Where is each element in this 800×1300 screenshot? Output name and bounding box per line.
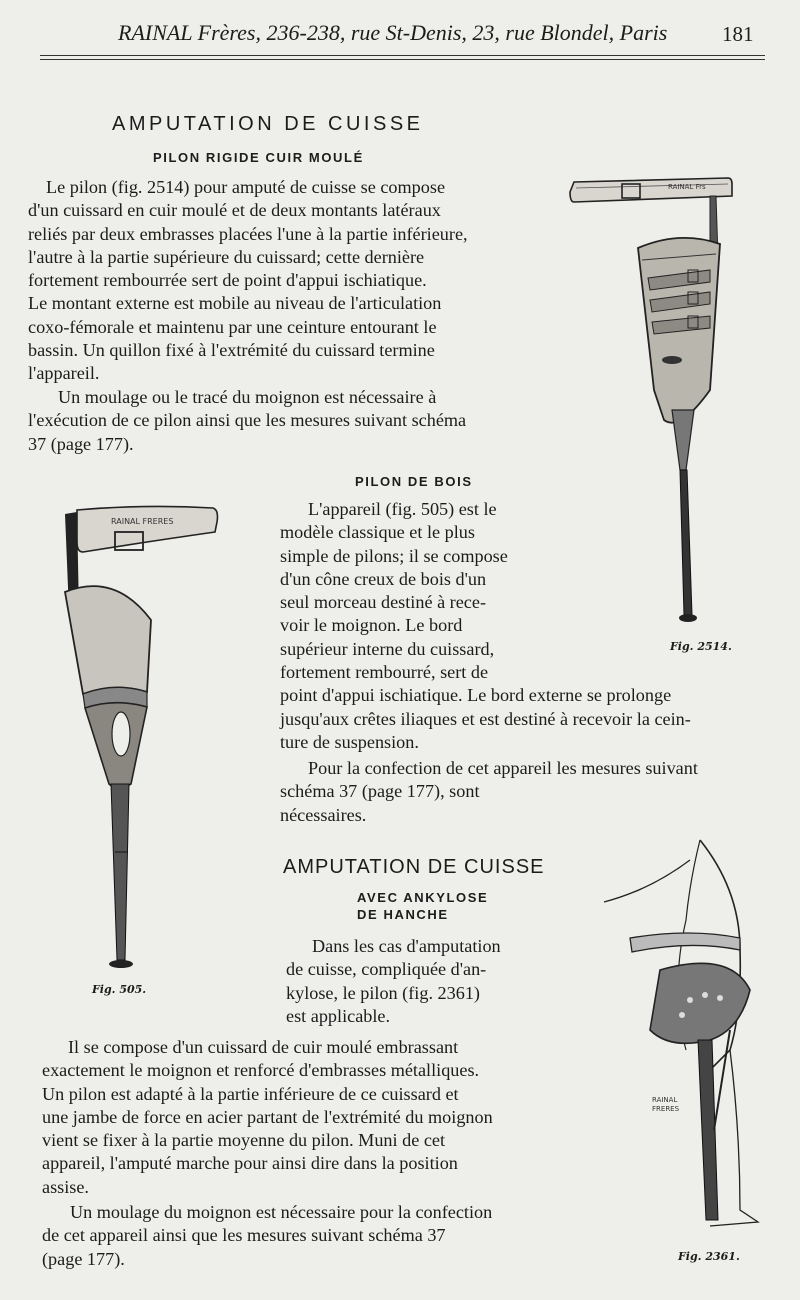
text-line: Le pilon (fig. 2514) pour amputé de cuisse se compose	[46, 177, 446, 197]
text-line: ture de suspension.	[280, 731, 419, 752]
section-subtitle: DE HANCHE	[357, 907, 449, 922]
text-line: reliés par deux embrasses placées l'une à la partie inférieure,	[28, 223, 468, 244]
text-line: 37 (page 177).	[28, 433, 134, 454]
text-line: Un pilon est adapté à la partie inférieure de ce cuissard et	[42, 1083, 459, 1104]
figure-2361-illustration	[590, 830, 770, 1240]
section-subtitle: PILON RIGIDE CUIR MOULÉ	[153, 150, 364, 165]
text-line: supérieur interne du cuissard,	[280, 638, 495, 659]
figure-caption: Fig. 505.	[92, 983, 147, 996]
text-line: Un moulage ou le tracé du moignon est nécessaire à	[58, 387, 437, 407]
section-title: AMPUTATION DE CUISSE	[283, 856, 545, 878]
paragraph	[28, 386, 523, 456]
figure-caption: Fig. 2514.	[670, 640, 732, 653]
text-line: l'autre à la partie supérieure du cuissard; cette dernière	[28, 246, 425, 267]
text-line: d'un cône creux de bois d'un	[280, 568, 487, 589]
text-line: voir le moignon. Le bord	[280, 615, 463, 636]
text-line: nécessaires.	[280, 804, 367, 825]
belt-stamp: RAINAL FRERES	[111, 517, 174, 526]
text-line: coxo-fémorale et maintenu par une ceinture entourant le	[28, 316, 437, 337]
text-line: est applicable.	[286, 1005, 391, 1026]
paragraph	[28, 176, 523, 386]
text-line: jusqu'aux crêtes iliaques et est destiné à recevoir la cein-	[280, 708, 691, 729]
text-line: simple de pilons; il se compose	[280, 545, 508, 566]
text-line: d'un cuissard en cuir moulé et de deux montants latéraux	[28, 200, 441, 221]
text-line: Il se compose d'un cuissard de cuir moulé embrassant	[68, 1037, 459, 1057]
header-rule	[40, 55, 765, 56]
text-line: Pour la confection de cet appareil les mesures suivant	[308, 758, 698, 778]
text-line: seul morceau destiné à rece-	[280, 592, 487, 613]
running-header: RAINAL Frères, 236-238, rue St-Denis, 23, rue Blondel, Paris	[118, 20, 668, 45]
text-line: fortement rembourrée sert de point d'appui ischiatique.	[28, 270, 427, 291]
section-title: AMPUTATION DE CUISSE	[112, 113, 424, 135]
text-line: (page 177).	[42, 1248, 125, 1269]
text-line: bassin. Un quillon fixé à l'extrémité du cuissard termine	[28, 340, 435, 361]
paragraph	[280, 498, 691, 754]
figure-stamp: RAINAL	[652, 1096, 678, 1104]
paragraph	[42, 1201, 539, 1271]
text-line: fortement rembourré, sert de	[280, 662, 489, 683]
paragraph	[286, 935, 536, 1028]
text-line: une jambe de force en acier partant de l'extrémité du moignon	[42, 1106, 493, 1127]
text-line: Le montant externe est mobile au niveau de l'articulation	[28, 293, 442, 314]
header-rule-thin	[40, 59, 765, 60]
text-line: exactement le moignon et renforcé d'embrasses métalliques.	[42, 1060, 480, 1081]
text-line: modèle classique et le plus	[280, 522, 475, 543]
belt-stamp: RAINAL Frs	[668, 183, 706, 191]
text-line: vient se fixer à la partie moyenne du pilon. Muni de cet	[42, 1130, 446, 1151]
text-line: de cuisse, compliquée d'an-	[286, 959, 487, 980]
paragraph	[42, 1036, 539, 1199]
text-line: point d'appui ischiatique. Le bord externe se prolonge	[280, 685, 672, 706]
text-line: schéma 37 (page 177), sont	[280, 781, 480, 802]
section-subtitle: PILON DE BOIS	[355, 474, 473, 489]
text-line: kylose, le pilon (fig. 2361)	[286, 982, 480, 1003]
text-line: Un moulage du moignon est nécessaire pour la confection	[70, 1202, 493, 1222]
text-line: Dans les cas d'amputation	[312, 936, 501, 956]
section-subtitle: AVEC ANKYLOSE	[357, 890, 489, 905]
text-line: L'appareil (fig. 505) est le	[308, 499, 497, 519]
text-line: appareil, l'amputé marche pour ainsi dire dans la position	[42, 1153, 458, 1174]
figure-stamp: FRERES	[652, 1105, 680, 1113]
figure-2514-illustration	[560, 170, 760, 640]
text-line: assise.	[42, 1176, 89, 1197]
text-line: l'exécution de ce pilon ainsi que les mesures suivant schéma	[28, 410, 467, 431]
page-number: 181	[722, 22, 754, 46]
figure-caption: Fig. 2361.	[678, 1250, 740, 1263]
paragraph	[280, 757, 780, 827]
text-line: de cet appareil ainsi que les mesures suivant schéma 37	[42, 1225, 446, 1246]
figure-505-illustration	[55, 502, 230, 977]
text-line: l'appareil.	[28, 363, 100, 384]
